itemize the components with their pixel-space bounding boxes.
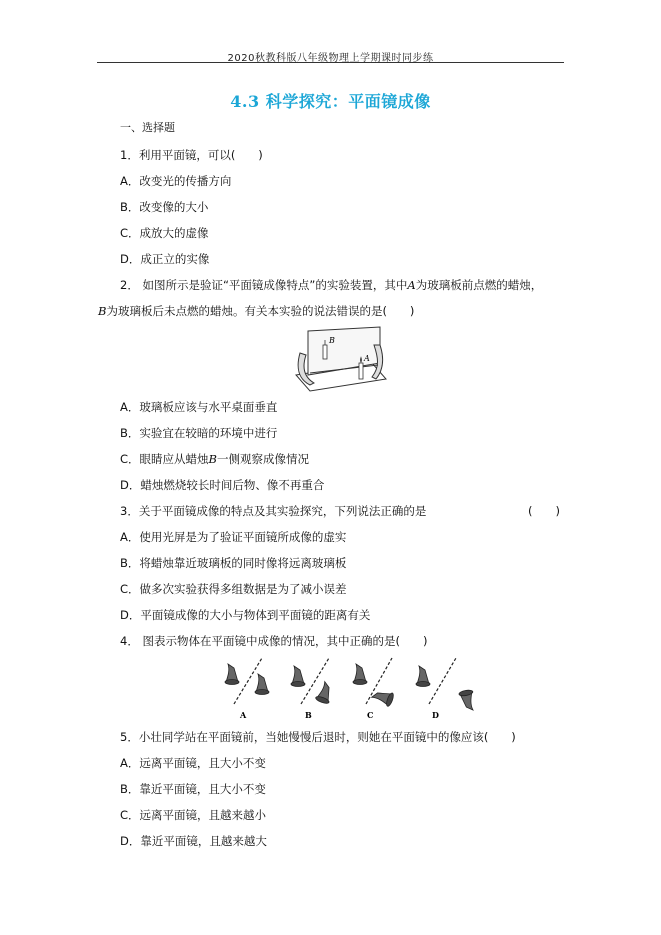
question-5-stem: 5．小壮同学站在平面镜前，当她慢慢后退时，则她在平面镜中的像应该( ) — [120, 730, 516, 744]
q4-panel-d — [416, 658, 476, 720]
question-2-option-c-var: B — [208, 452, 217, 466]
question-3-option-b: B．将蜡烛靠近玻璃板的同时像将远离玻璃板 — [120, 556, 347, 570]
question-2-stem — [120, 278, 542, 292]
figure-label-b: B — [329, 336, 335, 345]
question-3-option-c: C．做多次实验获得多组数据是为了减小误差 — [120, 582, 347, 596]
question-3-stem: 3．关于平面镜成像的特点及其实验探究，下列说法正确的是 — [120, 504, 427, 518]
q4-label-b: B — [305, 710, 312, 720]
question-1-option-d: D．成正立的实像 — [120, 252, 210, 266]
page-title: 4.3 科学探究：平面镜成像 — [230, 92, 431, 111]
question-3-blank: ( ) — [528, 504, 560, 518]
question-5-option-b: B．靠近平面镜，且大小不变 — [120, 782, 266, 796]
page-header: 2020秋教科版八年级物理上学期课时同步练 — [227, 53, 434, 64]
q4-panel-b — [291, 658, 335, 720]
question-2-figure — [288, 323, 388, 395]
question-1-stem: 1．利用平面镜，可以( ) — [120, 148, 263, 162]
header-rule — [97, 62, 564, 63]
question-4-stem: 4． 图表示物体在平面镜中成像的情况，其中正确的是( ) — [120, 634, 428, 648]
question-2-var-b: B — [98, 304, 107, 318]
question-2-stem-line2 — [98, 304, 414, 318]
question-5-option-c: C．远离平面镜，且越来越小 — [120, 808, 267, 822]
question-3-option-a: A．使用光屏是为了验证平面镜所成像的虚实 — [120, 530, 347, 544]
q4-label-a: A — [240, 710, 247, 720]
q4-label-d: D — [432, 710, 439, 720]
question-2-option-b: B．实验宜在较暗的环境中进行 — [120, 426, 278, 440]
question-2-option-c — [120, 452, 309, 466]
question-2-option-c-part2: 一侧观察成像情况 — [216, 452, 309, 466]
question-2-stem-line2-text: 为玻璃板后未点燃的蜡烛。有关本实验的说法错误的是( ) — [106, 304, 415, 318]
question-2-stem-part1: 2． 如图所示是验证“平面镜成像特点”的实验装置，其中 — [120, 278, 408, 292]
question-2-option-d: D．蜡烛燃烧较长时间后物、像不再重合 — [120, 478, 325, 492]
question-2-option-c-part1: C．眼睛应从蜡烛 — [120, 452, 209, 466]
question-2-stem-part2: 为玻璃板前点燃的蜡烛， — [415, 278, 543, 292]
question-3-option-d: D．平面镜成像的大小与物体到平面镜的距离有关 — [120, 608, 371, 622]
figure-label-a: A — [364, 354, 370, 363]
candle-b-shape — [323, 345, 327, 359]
question-5-option-d: D．靠近平面镜，且越来越大 — [120, 834, 267, 848]
question-1-option-b: B．改变像的大小 — [120, 200, 209, 214]
section-heading: 一、选择题 — [120, 121, 175, 134]
question-4-figure — [216, 654, 476, 722]
question-1-option-a: A．改变光的传播方向 — [120, 174, 232, 188]
q4-panel-a — [225, 658, 269, 720]
candle-a-shape — [359, 363, 363, 379]
glass-plate-shape — [308, 327, 380, 375]
q4-label-c: C — [367, 710, 374, 720]
question-2-var-a: A — [407, 278, 416, 292]
question-1-option-c: C．成放大的虚像 — [120, 226, 209, 240]
question-5-option-a: A．远离平面镜，且大小不变 — [120, 756, 266, 770]
question-2-option-a: A．玻璃板应该与水平桌面垂直 — [120, 400, 278, 414]
q4-panel-c — [353, 658, 395, 720]
